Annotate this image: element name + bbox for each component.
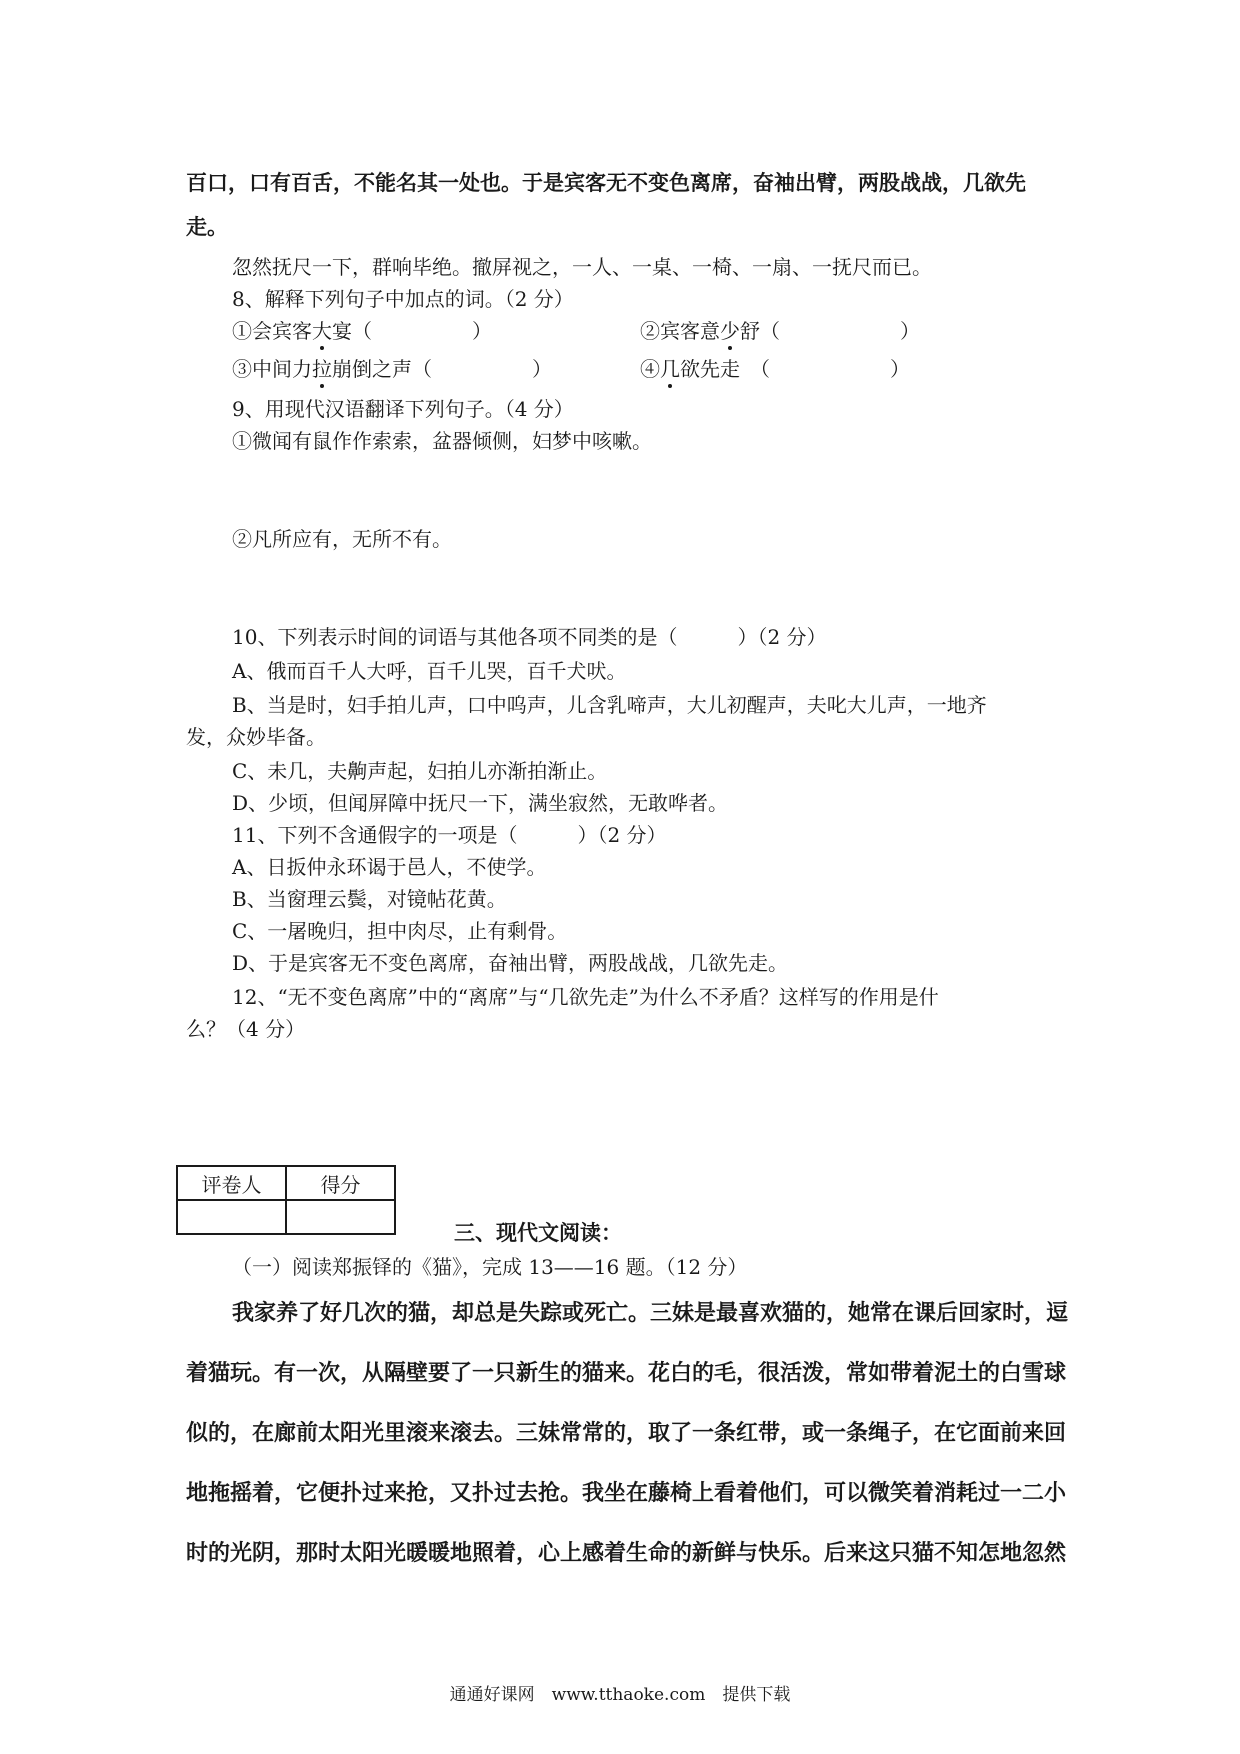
q11-option-c: C、一屠晚归，担中肉尽，止有剩骨。 bbox=[232, 919, 568, 943]
grader-header: 评卷人 bbox=[177, 1166, 286, 1200]
q11-option-d: D、于是宾客无不变色离席，奋袖出臂，两股战战，几欲先走。 bbox=[232, 951, 789, 975]
q11-option-b: B、当窗理云鬓，对镜帖花黄。 bbox=[232, 887, 507, 911]
dotted-char: 拉 bbox=[312, 357, 332, 381]
q10-option-b-cont: 发，众妙毕备。 bbox=[186, 725, 326, 749]
q9-stem: 9、用现代汉语翻译下列句子。（4 分） bbox=[232, 397, 574, 421]
q12-line-2: 么？（4 分） bbox=[186, 1017, 306, 1041]
q8-item-2: ②宾客意少舒（ ） bbox=[640, 319, 920, 343]
q10-option-a: A、俄而百千人大呼，百千儿哭，百千犬吠。 bbox=[232, 659, 627, 683]
q8-item-1: ①会宾客大宴（ ） bbox=[232, 319, 492, 343]
story-line-4: 地拖摇着，它便扑过来抢，又扑过去抢。我坐在藤椅上看着他们，可以微笑着消耗过一二小 bbox=[186, 1481, 1067, 1506]
score-header: 得分 bbox=[286, 1166, 395, 1200]
section-3-title: 三、现代文阅读： bbox=[454, 1221, 622, 1245]
score-table bbox=[176, 1165, 396, 1235]
dotted-char: 几 bbox=[660, 357, 680, 381]
dotted-char: 少 bbox=[720, 319, 740, 343]
q9-sentence-2: ②凡所应有，无所不有。 bbox=[232, 527, 452, 551]
q10-option-b: B、当是时，妇手拍儿声，口中呜声，儿含乳啼声，大儿初醒声，夫叱大儿声，一地齐 bbox=[232, 693, 987, 717]
passage-line-1: 百口，口有百舌，不能名其一处也。于是宾客无不变色离席，奋袖出臂，两股战战，几欲先 bbox=[186, 171, 1026, 195]
q12-line-1: 12、“无不变色离席”中的“离席”与“几欲先走”为什么不矛盾？这样写的作用是什 bbox=[232, 985, 939, 1009]
grader-cell bbox=[177, 1200, 286, 1234]
story-line-1: 我家养了好几次的猫，却总是失踪或死亡。三妹是最喜欢猫的，她常在课后回家时，逗 bbox=[232, 1301, 1069, 1326]
q11-stem: 11、下列不含通假字的一项是（ ）（2 分） bbox=[232, 823, 667, 847]
q10-stem: 10、下列表示时间的词语与其他各项不同类的是（ ）（2 分） bbox=[232, 625, 827, 649]
q10-option-d: D、少顷，但闻屏障中抚尺一下，满坐寂然，无敢哗者。 bbox=[232, 791, 729, 815]
story-line-3: 似的，在廊前太阳光里滚来滚去。三妹常常的，取了一条红带，或一条绳子，在它面前来回 bbox=[186, 1421, 1067, 1446]
q8-stem: 8、解释下列句子中加点的词。（2 分） bbox=[232, 287, 574, 311]
story-line-5: 时的光阴，那时太阳光暖暖地照着，心上感着生命的新鲜与快乐。后来这只猫不知怎地忽然 bbox=[186, 1541, 1067, 1566]
q9-sentence-1: ①微闻有鼠作作索索，盆器倾侧，妇梦中咳嗽。 bbox=[232, 429, 652, 453]
dotted-char: 大 bbox=[312, 319, 332, 343]
q11-option-a: A、日扳仲永环谒于邑人，不使学。 bbox=[232, 855, 547, 879]
page-footer: 通通好课网 www.tthaoke.com 提供下载 bbox=[449, 1685, 791, 1705]
q8-item-4: ④几欲先走 （ ） bbox=[640, 357, 910, 381]
passage-line-3: 忽然抚尺一下，群响毕绝。撤屏视之，一人、一桌、一椅、一扇、一抚尺而已。 bbox=[232, 255, 932, 279]
section-3-instruction: （一）阅读郑振铎的《猫》，完成 13——16 题。（12 分） bbox=[232, 1255, 748, 1279]
q8-item-3: ③中间力拉崩倒之声（ ） bbox=[232, 357, 552, 381]
story-line-2: 着猫玩。有一次，从隔壁要了一只新生的猫来。花白的毛，很活泼，常如带着泥土的白雪球 bbox=[186, 1361, 1067, 1386]
passage-line-2: 走。 bbox=[186, 215, 228, 239]
q10-option-c: C、未几，夫齁声起，妇拍儿亦渐拍渐止。 bbox=[232, 759, 608, 783]
score-cell bbox=[286, 1200, 395, 1234]
